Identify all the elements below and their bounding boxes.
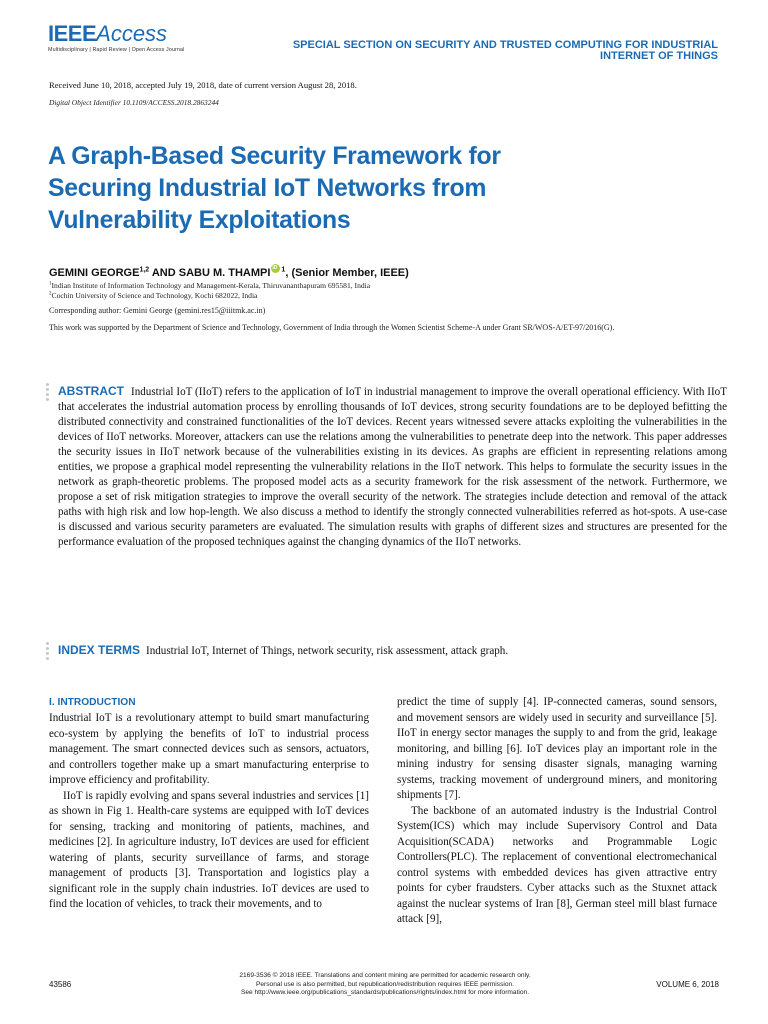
paragraph: IIoT is rapidly evolving and spans several industries and services [1] as shown in Fig 1. Health-care systems are equipped with IoT devices for sensing, tracking and monitoring of patients, machines, and medicines [2]. In agriculture industry, IoT devices are used for efficient watering of plants, security surveillance of farms, and storage management of products [3]. Transportation and logistics play a significant role in the supply chain industries. IoT devices are used to find the location of vehicles, to track their movements, and to [49,789,369,910]
author-1-affiliation: 1,2 [139,266,150,274]
copyright-line: 2169-3536 © 2018 IEEE. Translations and content mining are permitted for academic research only. [239,972,531,979]
funding-note: This work was supported by the Department of Science and Technology, Government of India through the Women Scientist Scheme-A under Grant SR/WOS-A/ET-97/2016(G). [49,323,615,332]
index-terms-marker-icon [46,642,50,662]
index-terms [58,643,727,659]
index-terms-text: Industrial IoT, Internet of Things, network security, risk assessment, attack graph. [146,645,509,657]
affiliation-1-marker: 1 [49,281,52,287]
doi: Digital Object Identifier 10.1109/ACCESS.2018.2863244 [49,98,219,107]
intro-heading: I. INTRODUCTION [49,697,136,708]
paragraph: Industrial IoT is a revolutionary attempt to build smart manufacturing eco-system by applying the benefits of IoT to industrial process management. The smart connected devices such as sensors, actuators, and controllers together make up a smart manufacturing enterprise to improve efficiency and profitability. [49,712,369,786]
affiliation-2-marker: 2 [49,291,52,297]
author-2-affiliation: 1 [281,266,286,274]
affiliation-1-text: Indian Institute of Information Technology and Management-Kerala, Thiruvananthapuram 695581, India [51,281,371,290]
author-line [49,264,409,279]
abstract-label: ABSTRACT [58,384,124,398]
affiliation-2 [49,291,257,300]
corresponding-author: Corresponding author: Gemini George (gemini.res15@iiitmk.ac.in) [49,306,266,315]
section-heading: SPECIAL SECTION ON SECURITY AND TRUSTED COMPUTING FOR INDUSTRIAL INTERNET OF THINGS [292,39,718,62]
paper-title: A Graph-Based Security Framework for Securing Industrial IoT Networks from Vulnerability Exploitations [48,143,501,234]
journal-tagline: Multidisciplinary | Rapid Review | Open Access Journal [48,47,185,53]
journal-logo [48,22,167,46]
logo-italic-text: Access [96,21,168,46]
abstract [58,384,727,551]
logo-bold-text: IEEE [48,21,97,46]
page-number: 43586 [49,980,72,989]
author-suffix: , (Senior Member, IEEE) [285,267,409,279]
abstract-marker-icon [46,383,50,403]
received-dates: Received June 10, 2018, accepted July 19, 2018, date of current version August 28, 2018. [49,80,357,90]
copyright-line: Personal use is also permitted, but republication/redistribution requires IEEE permission. [255,980,515,988]
abstract-text: Industrial IoT (IIoT) refers to the application of IoT in industrial management to improve the overall operational efficiency. With IIoT that accelerates the industrial automation process by enrolling thousands of IoT devices, strong security foundations are to be deployed befitting the distributed connectivity and constrained functionalities of the IoT devices. Recent years witnessed severe attacks exploiting the vulnerabilities in the devices of IIoT networks. Moreover, attackers can use the relations among the vulnerabilities to penetrate deep into the network. This paper addresses the security issues in IIoT network because of the vulnerabilities existing in its devices. As graphs are efficient in representing relations among entities, we propose a graphical model representing the vulnerability relations in the IIoT network. This helps to formulate the security issues in the network as graph-theoretic problems. The proposed model acts as a security framework for the risk assessment of the network. Furthermore, we propose a set of risk mitigation strategies to improve the overall security of the network. The strategies include detection and removal of the attack paths with high risk and low hop-length. We also discuss a method to identify the strongly connected vulnerabilities referred as hot-spots. A use-case is discussed and various security parameters are evaluated. The simulation results with graphs of different sizes and structures are presented for the performance evaluation of the proposed techniques against the changing dynamics of the IIoT networks. [58,386,727,549]
orcid-icon[interactable] [271,264,280,273]
paragraph: The backbone of an automated industry is the Industrial Control System(ICS) which may include Supervisory Control and Data Acquisition(SCADA) networks and Programmable Logic Controllers(PLC). The replacement of conventional electromechanical control systems with embedded devices has given attractive entry points for cyber fraudsters. Cyber attacks such as the Stuxnet attack against the nuclear systems of Iran [8], German steel mill blast furnace attack [9], [397,804,717,925]
paragraph: predict the time of supply [4]. IP-connected cameras, sound sensors, and movement sensors are widely used in security and surveillance [5]. IIoT in energy sector manages the supply to and from the grid, leakage monitoring, and billing [6]. IoT devices play an important role in the mining industry for sensing disaster signals, managing warning systems, tracking movement of underground miners, and monitoring shipments [7]. [397,696,717,801]
copyright-line[interactable]: See http://www.ieee.org/publications_standards/publications/rights/index.html for more information. [240,989,530,997]
index-terms-label: INDEX TERMS [58,643,141,657]
volume-label: VOLUME 6, 2018 [656,980,719,989]
footer-copyright [180,972,590,998]
author-2-name: SABU M. THAMPI [178,267,271,279]
right-column [397,695,717,928]
author-conjunction: AND [149,267,179,279]
affiliation-2-text: Cochin University of Science and Technology, Kochi 682022, India [51,291,258,300]
author-1-name: GEMINI GEORGE [49,267,140,279]
affiliation-1 [49,281,370,290]
left-column [49,711,369,913]
